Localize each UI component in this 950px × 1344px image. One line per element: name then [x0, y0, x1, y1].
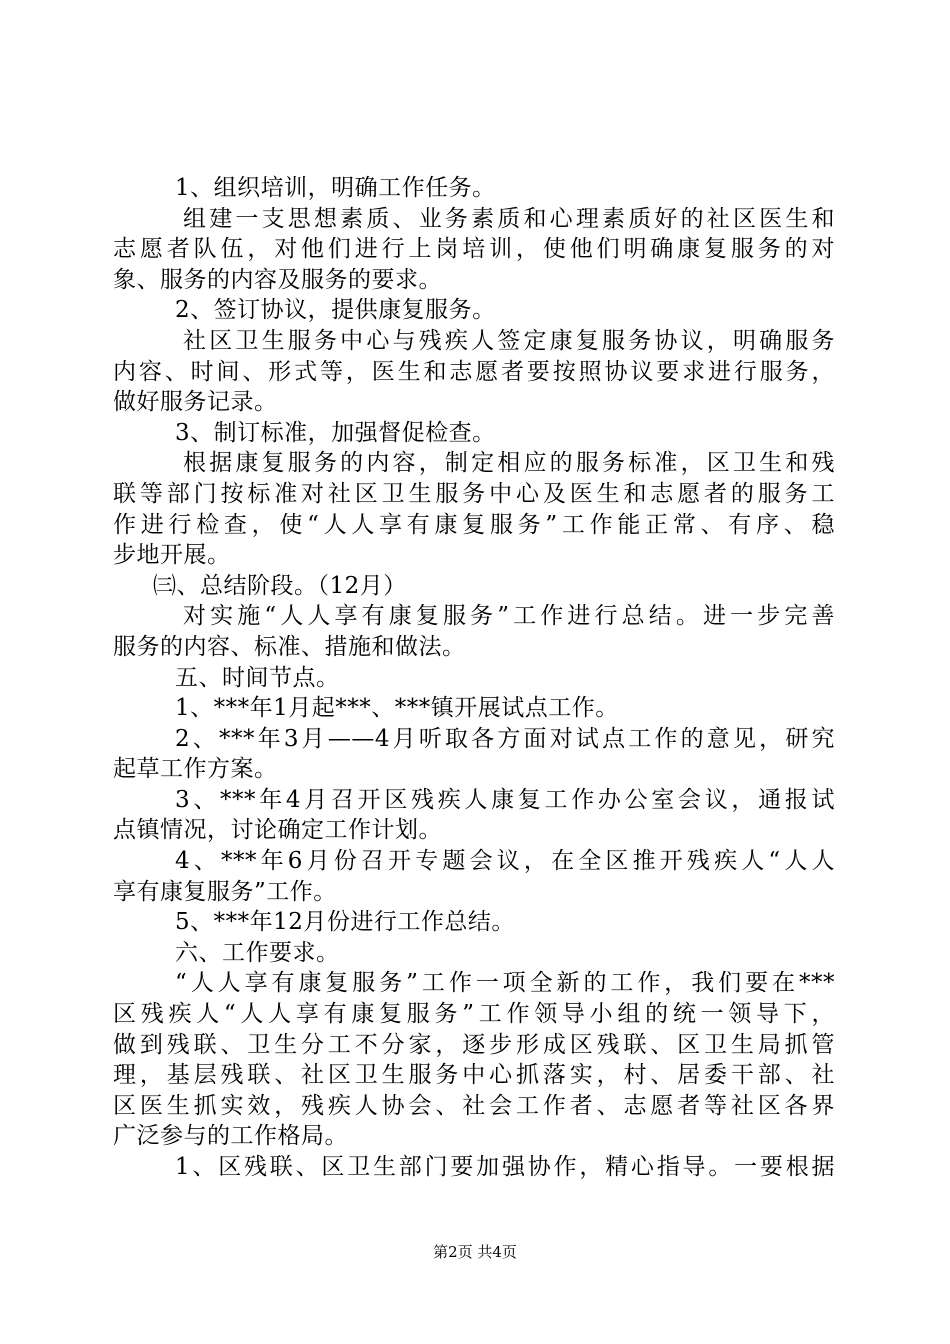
paragraph-heading: 3、制订标准，加强督促检查。 [175, 419, 496, 446]
paragraph-line: 起草工作方案。 [113, 756, 278, 783]
paragraph-line: 组建一支思想素质、业务素质和心理素质好的社区医生和 [183, 205, 835, 232]
document-body [113, 173, 835, 1183]
list-item: 1、***年1月起***、***镇开展试点工作。 [175, 695, 619, 722]
paragraph-line: 内容、时间、形式等，医生和志愿者要按照协议要求进行服务， [113, 358, 835, 385]
paragraph-line: 区医生抓实效，残疾人协会、社会工作者、志愿者等社区各界 [113, 1092, 835, 1119]
section-heading: 六、工作要求。 [175, 939, 340, 966]
paragraph-line: 理，基层残联、社区卫生服务中心抓落实，村、居委干部、社 [113, 1062, 835, 1089]
paragraph-line: 志愿者队伍，对他们进行上岗培训，使他们明确康复服务的对 [113, 236, 835, 263]
paragraph-line: 社区卫生服务中心与残疾人签定康复服务协议，明确服务 [183, 327, 835, 354]
paragraph-line: 区残疾人“人人享有康复服务”工作领导小组的统一领导下， [113, 1001, 835, 1028]
paragraph-line: 享有康复服务”工作。 [113, 878, 337, 905]
paragraph-line: 服务的内容、标准、措施和做法。 [113, 633, 466, 660]
list-item: 5、***年12月份进行工作总结。 [175, 909, 515, 936]
list-item: 2、***年3月——4月听取各方面对试点工作的意见，研究 [175, 725, 835, 752]
paragraph-line: 对实施“人人享有康复服务”工作进行总结。进一步完善 [183, 603, 835, 630]
paragraph-line: 象、服务的内容及服务的要求。 [113, 266, 442, 293]
list-item: 4、***年6月份召开专题会议，在全区推开残疾人“人人 [175, 848, 835, 875]
paragraph-line: 联等部门按标准对社区卫生服务中心及医生和志愿者的服务工 [113, 480, 835, 507]
section-heading: 五、时间节点。 [175, 664, 340, 691]
paragraph-line: 步地开展。 [113, 542, 231, 569]
paragraph-line: 广泛参与的工作格局。 [113, 1123, 348, 1150]
section-heading: ㈢、总结阶段。（12月） [153, 572, 407, 599]
list-item: 3、***年4月召开区残疾人康复工作办公室会议，通报试 [175, 786, 835, 813]
paragraph-line: 做好服务记录。 [113, 389, 278, 416]
paragraph-line: “人人享有康复服务”工作一项全新的工作，我们要在*** [175, 970, 835, 997]
paragraph-heading: 1、组织培训，明确工作任务。 [175, 175, 496, 201]
paragraph-line: 作进行检查，使“人人享有康复服务”工作能正常、有序、稳 [113, 511, 835, 538]
page-number-footer: 第2页 共4页 [433, 1243, 517, 1261]
list-item: 1、区残联、区卫生部门要加强协作，精心指导。一要根据 [175, 1154, 835, 1180]
paragraph-heading: 2、签订协议，提供康复服务。 [175, 297, 496, 324]
paragraph-line: 根据康复服务的内容，制定相应的服务标准，区卫生和残 [183, 450, 835, 477]
paragraph-line: 做到残联、卫生分工不分家，逐步形成区残联、区卫生局抓管 [113, 1031, 835, 1058]
paragraph-line: 点镇情况，讨论确定工作计划。 [113, 817, 442, 844]
